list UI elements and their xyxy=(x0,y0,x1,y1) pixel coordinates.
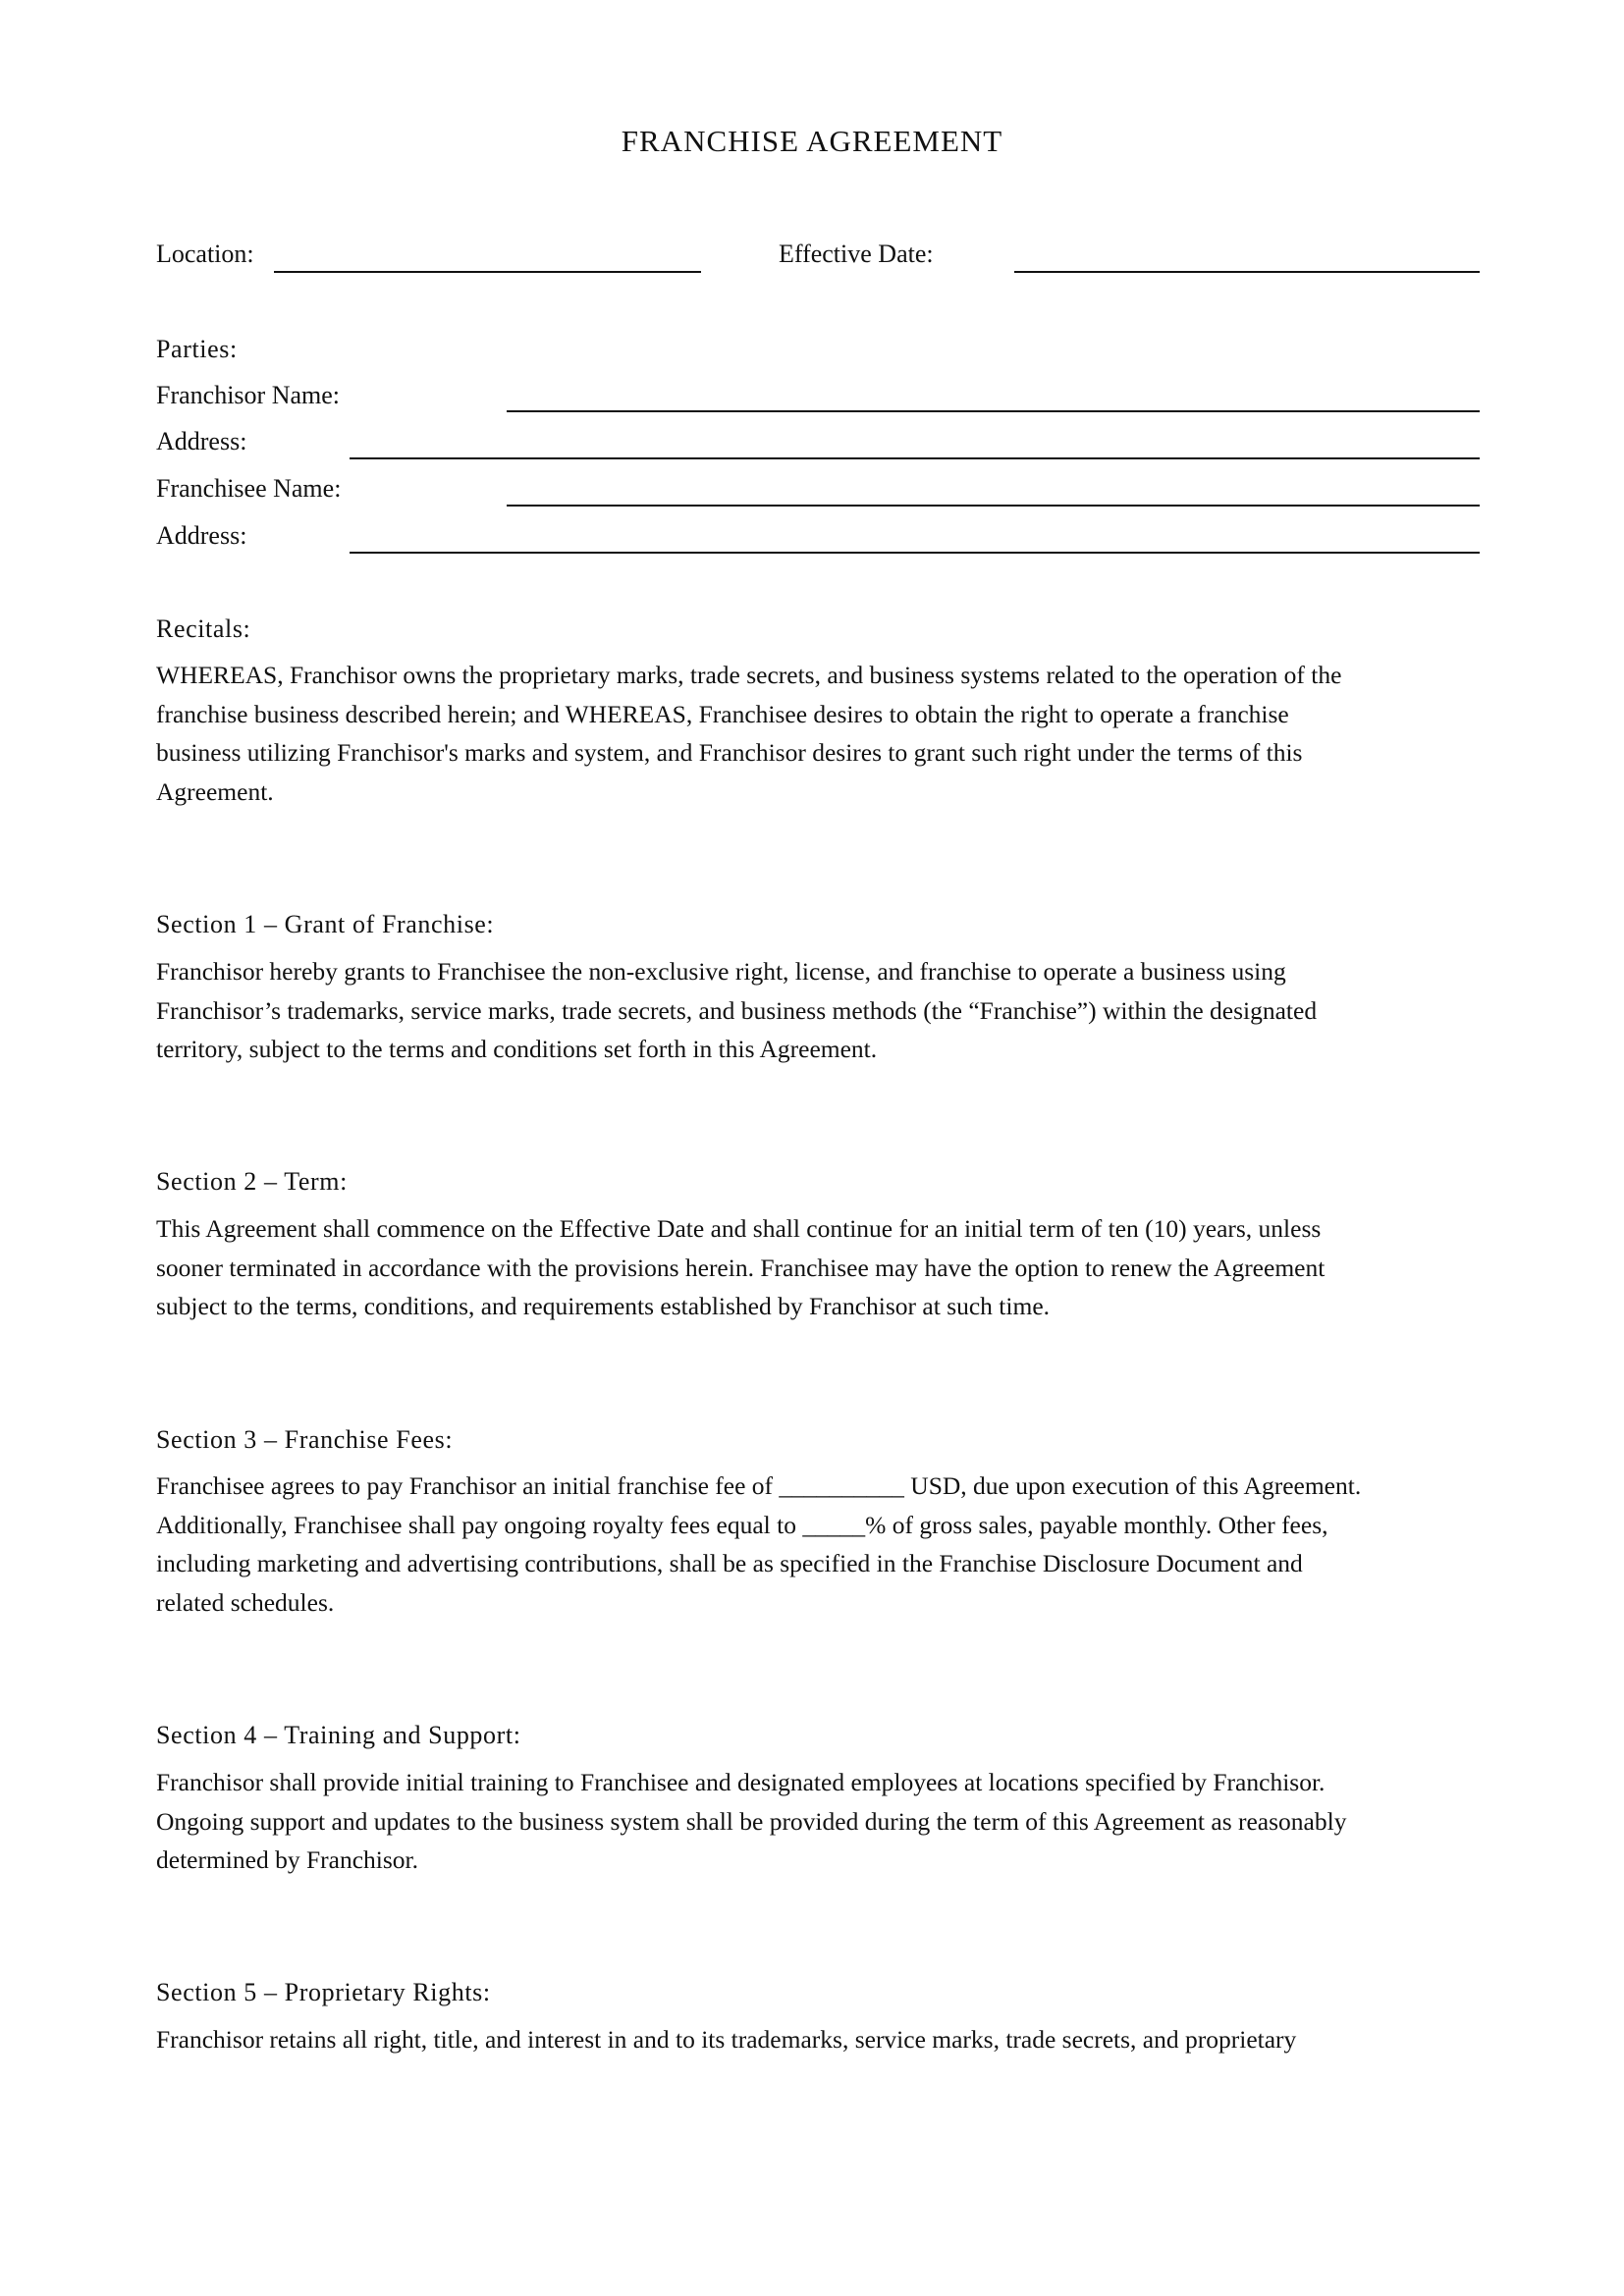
paragraph-line: Additionally, Franchisee shall pay ongoing royalty fees equal to _____% of gross sales, payable monthly. Other fees, xyxy=(156,1510,1328,1539)
paragraph-line: Franchisor hereby grants to Franchisee the non-exclusive right, license, and franchise to operate a business using xyxy=(156,957,1286,986)
paragraph-line: related schedules. xyxy=(156,1587,335,1617)
paragraph-line: Agreement. xyxy=(156,776,274,806)
recitals-paragraph xyxy=(156,656,1491,811)
section-5-paragraph xyxy=(156,2020,1491,2059)
paragraph-line: Franchisor shall provide initial training to Franchisee and designated employees at locations specified by Franchisor. xyxy=(156,1768,1326,1796)
franchisor-address-field[interactable] xyxy=(350,457,1480,459)
paragraph-line: Franchisor retains all right, title, and interest in and to its trademarks, service marks, trade secrets, and proprietary xyxy=(156,2025,1297,2054)
section-3-paragraph xyxy=(156,1467,1491,1622)
paragraph-line: territory, subject to the terms and conditions set forth in this Agreement. xyxy=(156,1035,878,1063)
section-1-paragraph xyxy=(156,952,1491,1069)
section-2-heading: Section 2 – Term: xyxy=(156,1167,348,1196)
parties-heading: Parties: xyxy=(156,335,238,363)
location-label: Location: xyxy=(156,240,254,268)
paragraph-line: Franchisee agrees to pay Franchisor an initial franchise fee of __________ USD, due upon execution of this Agreement. xyxy=(156,1471,1362,1500)
section-2-paragraph xyxy=(156,1209,1491,1326)
franchisee-name-field[interactable] xyxy=(507,505,1480,507)
section-3-heading: Section 3 – Franchise Fees: xyxy=(156,1425,454,1454)
paragraph-line: including marketing and advertising contributions, shall be as specified in the Franchise Disclosure Document and xyxy=(156,1549,1303,1577)
franchisee-address-field[interactable] xyxy=(350,552,1480,554)
effective-date-field[interactable] xyxy=(1014,271,1480,273)
franchisor-name-label: Franchisor Name: xyxy=(156,381,341,409)
paragraph-line: determined by Franchisor. xyxy=(156,1845,418,1874)
paragraph-line: sooner terminated in accordance with the provisions herein. Franchisee may have the option to renew the Agreement xyxy=(156,1253,1326,1282)
franchisor-name-field[interactable] xyxy=(507,410,1480,412)
location-field[interactable] xyxy=(274,271,701,273)
paragraph-line: This Agreement shall commence on the Effective Date and shall continue for an initial term of ten (10) years, unless xyxy=(156,1214,1322,1243)
section-4-paragraph xyxy=(156,1763,1491,1880)
effective-date-label: Effective Date: xyxy=(779,240,934,268)
franchisee-address-label: Address: xyxy=(156,521,247,550)
paragraph-line: business utilizing Franchisor's marks and system, and Franchisor desires to grant such right under the terms of this xyxy=(156,738,1303,767)
section-5-heading: Section 5 – Proprietary Rights: xyxy=(156,1978,491,2006)
section-1-heading: Section 1 – Grant of Franchise: xyxy=(156,910,495,938)
paragraph-line: WHEREAS, Franchisor owns the proprietary marks, trade secrets, and business systems related to the operation of the xyxy=(156,661,1342,689)
document-title: FRANCHISE AGREEMENT xyxy=(621,124,1003,158)
paragraph-line: Franchisor’s trademarks, service marks, trade secrets, and business methods (the “Franchise”) within the designated xyxy=(156,995,1318,1025)
recitals-heading: Recitals: xyxy=(156,614,251,643)
paragraph-line: Ongoing support and updates to the business system shall be provided during the term of this Agreement as reasonably xyxy=(156,1806,1347,1836)
franchisee-name-label: Franchisee Name: xyxy=(156,474,342,503)
paragraph-line: subject to the terms, conditions, and requirements established by Franchisor at such time. xyxy=(156,1292,1051,1320)
section-4-heading: Section 4 – Training and Support: xyxy=(156,1721,521,1749)
franchisor-address-label: Address: xyxy=(156,427,247,455)
paragraph-line: franchise business described herein; and WHEREAS, Franchisee desires to obtain the right to operate a franchise xyxy=(156,699,1289,728)
